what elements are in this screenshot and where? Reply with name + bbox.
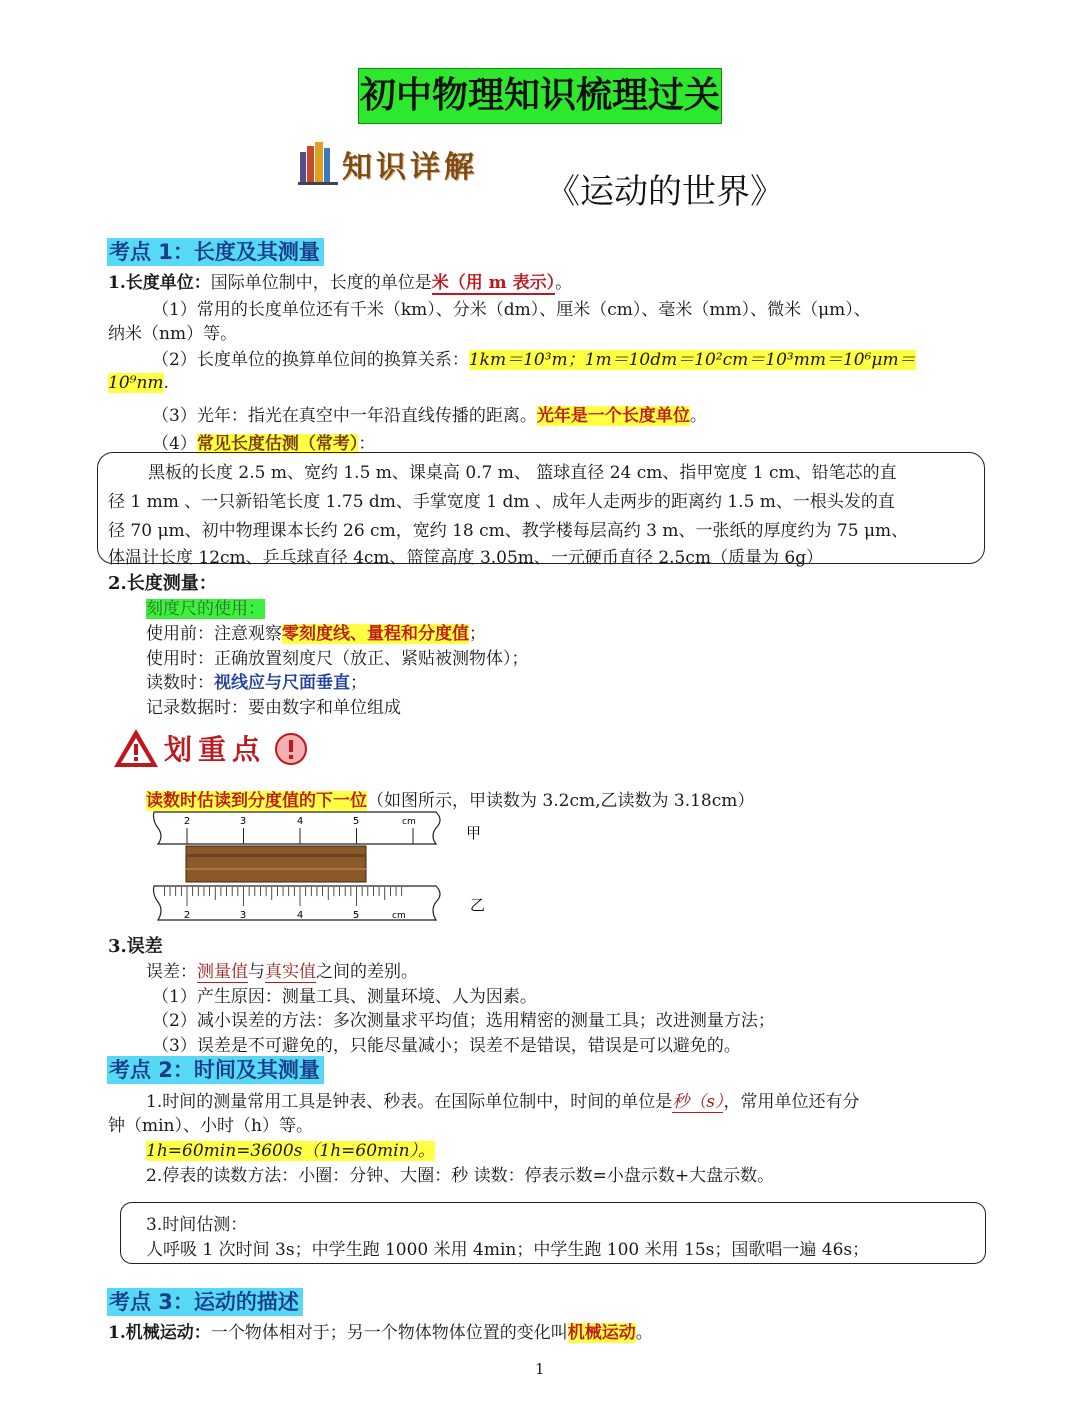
time-estimate-title: 3.时间估测： bbox=[146, 1215, 248, 1235]
reading-prefix: 读数时： bbox=[146, 673, 214, 693]
item2-formula2: 10⁹nm bbox=[108, 373, 164, 393]
error-def-line bbox=[146, 957, 418, 982]
before-prefix: 使用前：注意观察 bbox=[146, 624, 282, 644]
kp3-heading: 考点 3：运动的描述 bbox=[107, 1288, 303, 1316]
true-value: 真实值 bbox=[265, 962, 316, 982]
item4-line bbox=[152, 429, 375, 454]
badge-text: 知识详解 bbox=[342, 150, 478, 185]
record-line: 记录数据时：要由数字和单位组成 bbox=[146, 698, 401, 718]
item4-highlight: 常见长度估测（常考） bbox=[196, 434, 359, 454]
estimate-line-1: 黑板的长度 2.5 m、宽约 1.5 m、课桌高 0.7 m、 篮球直径 24 cm、指甲宽度 1 cm、铅笔芯的直 bbox=[148, 463, 897, 483]
mechanical-motion-text: 一个物体相对于；另一个物体物体位置的变化叫 bbox=[210, 1323, 568, 1343]
ruler-figure bbox=[150, 810, 500, 928]
key-point-text: 划重点 bbox=[164, 733, 267, 766]
ruler-yi-label-5: 5 bbox=[352, 910, 360, 921]
page-title: 初中物理知识梳理过关 bbox=[358, 68, 722, 124]
stopwatch-line: 2.停表的读数方法：小圈：分钟、大圈：秒 读数：停表示数=小盘示数+大盘示数。 bbox=[146, 1166, 775, 1186]
wood-grain bbox=[186, 868, 366, 870]
key-highlight: 读数时估读到分度值的下一位 bbox=[146, 791, 367, 811]
wood-block bbox=[186, 846, 366, 882]
alert-circle-icon bbox=[274, 732, 308, 766]
before-end: ； bbox=[469, 624, 486, 644]
item2-prefix: （2）长度单位的换算单位间的换算关系： bbox=[152, 350, 469, 370]
ruler-jia-unit: cm bbox=[402, 817, 416, 827]
item4-end: ： bbox=[358, 434, 376, 454]
item4-prefix: （4） bbox=[152, 434, 197, 454]
time-line-1a: 1.时间的测量常用工具是钟表、秒表。在国际单位制中，时间的单位是 bbox=[146, 1092, 673, 1112]
mechanical-motion-highlight: 机械运动 bbox=[567, 1323, 636, 1343]
time-estimate-text: 人呼吸 1 次时间 3s；中学生跑 1000 米用 4min；中学生跑 100 米用 15s；国歌唱一遍 46s； bbox=[146, 1240, 870, 1260]
item2-line1 bbox=[152, 345, 916, 370]
time-line-1b: ，常用单位还有分 bbox=[723, 1092, 860, 1112]
item2-end: . bbox=[163, 373, 169, 393]
error-item-2: （2）减小误差的方法：多次测量求平均值；选用精密的测量工具；改进测量方法； bbox=[152, 1011, 775, 1031]
estimate-line-2: 径 1 mm 、一只新铅笔长度 1.75 dm、手掌宽度 1 dm 、成年人走两步的距离约 1.5 m、一根头发的直 bbox=[108, 492, 895, 512]
item3-line bbox=[152, 401, 707, 426]
error-item-1: （1）产生原因：测量工具、测量环境、人为因素。 bbox=[152, 987, 537, 1007]
reading-highlight: 视线应与尺面垂直 bbox=[214, 673, 350, 693]
time-unit-answer: 秒（s） bbox=[672, 1092, 724, 1112]
mechanical-motion-line bbox=[108, 1318, 653, 1343]
mechanical-motion-end: 。 bbox=[635, 1323, 653, 1343]
key-point-line bbox=[146, 786, 754, 811]
ruler-jia-label-5: 5 bbox=[352, 816, 360, 827]
reading-line bbox=[146, 668, 367, 693]
ruler-label-jia: 甲 bbox=[466, 824, 482, 842]
kp2-heading: 考点 2：时间及其测量 bbox=[107, 1056, 324, 1084]
ruler-label-yi: 乙 bbox=[470, 896, 486, 914]
before-use-line bbox=[146, 619, 486, 644]
item1-line1: （1）常用的长度单位还有千米（km）、分米（dm）、厘米（cm）、毫米（mm）、微米（μm）、 bbox=[152, 300, 871, 320]
length-unit-end: 。 bbox=[555, 273, 573, 293]
time-line-2: 钟（min）、小时（h）等。 bbox=[108, 1116, 313, 1136]
length-unit-label: 1.长度单位： bbox=[108, 273, 211, 293]
error-item-3: （3）误差是不可避免的，只能尽量减小；误差不是错误，错误是可以避免的。 bbox=[152, 1036, 741, 1056]
estimate-line-3: 径 70 μm、初中物理课本长约 26 cm，宽约 18 cm、教学楼每层高约 3 m、一张纸的厚度约为 75 μm、 bbox=[108, 521, 909, 541]
ruler-yi-label-3: 3 bbox=[239, 910, 247, 921]
item1-line2: 纳米（nm）等。 bbox=[108, 324, 238, 344]
during-use-line: 使用时：正确放置刻度尺（放正、紧贴被测物体）； bbox=[146, 649, 529, 669]
error-def-prefix: 误差： bbox=[146, 962, 197, 982]
estimate-line-4: 体温计长度 12cm、乒乓球直径 4cm、篮筐高度 3.05m、一元硬币直径 2.5cm（质量为 6g） bbox=[108, 548, 824, 568]
length-unit-text: 国际单位制中，长度的单位是 bbox=[210, 273, 432, 293]
warning-icon bbox=[112, 726, 160, 770]
item3-text: （3）光年：指光在真空中一年沿直线传播的距离。 bbox=[152, 406, 537, 426]
ruler-use-label: 刻度尺的使用： bbox=[146, 599, 265, 619]
books-icon bbox=[296, 138, 344, 186]
kp1-heading: 考点 1：长度及其测量 bbox=[107, 238, 324, 266]
item2-formula1: 1km＝10³m；1m＝10dm＝10²cm＝10³mm＝10⁶μm＝ bbox=[468, 350, 916, 370]
ruler-jia-label-2: 2 bbox=[183, 816, 191, 827]
measure-label: 2.长度测量： bbox=[108, 573, 217, 594]
wood-grain bbox=[186, 854, 366, 857]
error-label: 3.误差 bbox=[108, 936, 163, 957]
chapter-subtitle: 《运动的世界》 bbox=[546, 172, 784, 212]
length-unit-line bbox=[108, 268, 572, 293]
reading-end: ； bbox=[350, 673, 367, 693]
page-number: 1 bbox=[535, 1360, 545, 1378]
error-def-end: 之间的差别。 bbox=[316, 962, 418, 982]
error-def-mid: 与 bbox=[248, 962, 265, 982]
time-formula: 1h=60min=3600s（1h=60min）。 bbox=[146, 1141, 436, 1161]
item3-end: 。 bbox=[689, 406, 707, 426]
before-highlight: 零刻度线、量程和分度值 bbox=[282, 624, 469, 644]
ruler-yi-unit: cm bbox=[392, 911, 406, 921]
ruler-yi-label-4: 4 bbox=[296, 910, 304, 921]
time-line-1 bbox=[146, 1087, 859, 1112]
length-unit-answer: 米（用 m 表示） bbox=[431, 273, 556, 293]
measured-value: 测量值 bbox=[197, 962, 248, 982]
ruler-jia-label-4: 4 bbox=[296, 816, 304, 827]
ruler-jia-label-3: 3 bbox=[239, 816, 247, 827]
mechanical-motion-label: 1.机械运动： bbox=[108, 1323, 211, 1343]
item2-line2 bbox=[108, 373, 169, 393]
ruler-yi-label-2: 2 bbox=[183, 910, 191, 921]
key-text: （如图所示，甲读数为 3.2cm,乙读数为 3.18cm） bbox=[367, 791, 755, 811]
item3-highlight: 光年是一个长度单位 bbox=[536, 406, 690, 426]
